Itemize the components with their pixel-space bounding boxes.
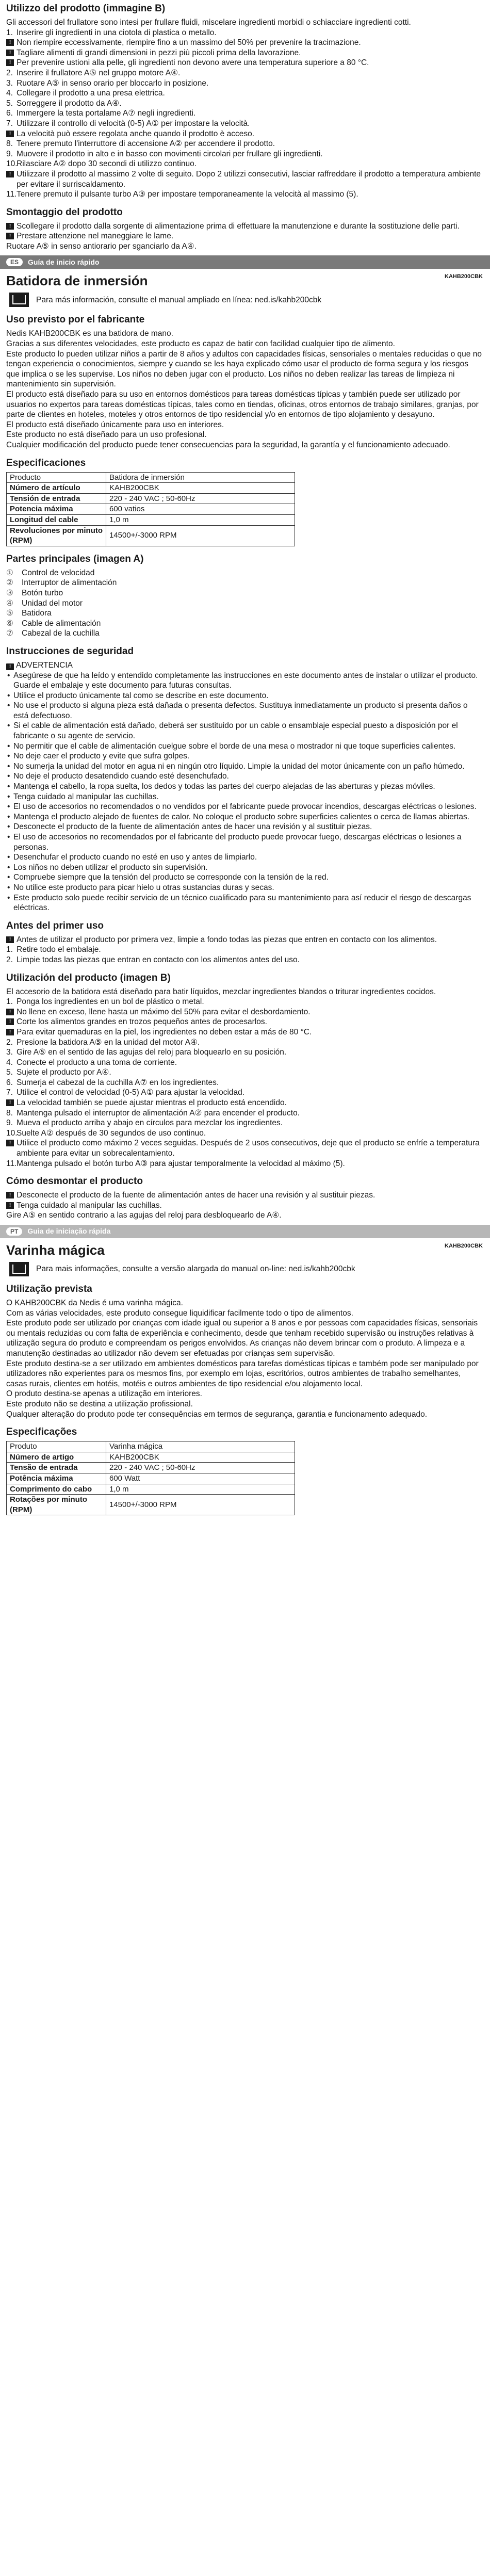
safety-text: No deje el producto desatendido cuando esté desenchufado. — [13, 772, 229, 781]
spec-key: Revoluciones por minuto (RPM) — [7, 525, 106, 546]
bullet: • — [7, 812, 10, 821]
step-item — [6, 48, 483, 58]
spec-key: Comprimento do cabo — [7, 1484, 106, 1495]
bullet: • — [7, 782, 10, 791]
bullet: • — [7, 873, 10, 882]
step-item — [6, 99, 483, 109]
step-number: 1. — [6, 28, 13, 37]
safety-text: El uso de accesorios no recomendados o no vendidos por el fabricante puede provocar incendios, descargas eléctricas o lesiones. — [13, 802, 477, 812]
step-item — [6, 1088, 483, 1098]
warning-icon: ! — [6, 1140, 14, 1146]
es-intended-use-heading: Uso previsto por el fabricante — [6, 314, 145, 326]
spec-key: Producto — [7, 472, 106, 483]
spec-value: 600 Watt — [106, 1473, 295, 1484]
spec-value: KAHB200CBK — [106, 483, 295, 494]
es-usage-heading: Utilización del producto (imagen B) — [6, 972, 171, 983]
step-item — [6, 1027, 483, 1038]
step-text: Rilasciare A② dopo 30 secondi di utilizzo continuo. — [17, 159, 197, 169]
part-label: Control de velocidad — [22, 568, 95, 577]
safety-item — [6, 671, 483, 691]
step-item — [6, 78, 483, 89]
bullet: • — [7, 772, 10, 781]
safety-text: Asegúrese de que ha leído y entendido completamente las instrucciones en este documento antes de instalar o utilizar el producto. Guarde el embalaje y este documento para futuras consultas. — [13, 671, 478, 690]
step-text: No llene en exceso, llene hasta un máximo del 50% para evitar el desbordamiento. — [17, 1007, 311, 1016]
step-number: 8. — [6, 139, 13, 149]
spec-key: Número de artículo — [7, 483, 106, 494]
part-label: Unidad del motor — [22, 598, 83, 608]
step-text: Tagliare alimenti di grandi dimensioni in pezzi più piccoli prima della lavorazione. — [17, 48, 301, 57]
pt-product-name: Varinha mágica — [6, 1242, 105, 1258]
step-text: La velocidad también se puede ajustar mientras el producto está encendido. — [17, 1098, 287, 1108]
warning-icon: ! — [6, 663, 14, 670]
spec-row — [7, 472, 295, 483]
step-text: Scollegare il prodotto dalla sorgente di alimentazione prima di effettuare la manutenzione e durante la sostituzione delle parti. — [17, 221, 460, 231]
safety-text: No deje caer el producto y evite que sufra golpes. — [13, 752, 190, 761]
pt-intended-use-text — [6, 1298, 483, 1419]
safety-item — [6, 893, 483, 913]
step-number: 7. — [6, 119, 13, 128]
part-item — [6, 598, 483, 609]
warning-icon: ! — [6, 1029, 14, 1035]
step-text: Inserire il frullatore A⑤ nel gruppo motore A④. — [17, 68, 181, 77]
step-item — [6, 1098, 483, 1108]
safety-item — [6, 832, 483, 852]
safety-text: Compruebe siempre que la tensión del producto se corresponde con la tensión de la red. — [13, 873, 329, 882]
warning-icon: ! — [6, 1202, 14, 1209]
step-text: Gire A⑤ en el sentido de las agujas del reloj para bloquearlo en su posición. — [17, 1048, 287, 1057]
warning-icon: ! — [6, 1009, 14, 1015]
pt-language-code: PT — [6, 1227, 22, 1236]
safety-item — [6, 762, 483, 772]
spec-key: Potencia máxima — [7, 504, 106, 515]
es-safety-list — [6, 671, 483, 913]
spec-value: 1,0 m — [106, 1484, 295, 1495]
bullet: • — [7, 752, 10, 761]
step-text: Ponga los ingredientes en un bol de plástico o metal. — [17, 997, 204, 1007]
es-safety-warning — [6, 660, 483, 671]
spec-row — [7, 514, 295, 525]
spec-value: Batidora de inmersión — [106, 472, 295, 483]
paragraph: Gracias a sus diferentes velocidades, este producto es capaz de batir con facilidad cualquier tipo de alimento. — [6, 339, 395, 349]
step-number: 9. — [6, 149, 13, 158]
step-item — [6, 935, 483, 945]
es-safety-heading: Instrucciones de seguridad — [6, 645, 134, 657]
it-usage-heading: Utilizzo del prodotto (immagine B) — [6, 3, 166, 14]
paragraph: Nedis KAHB200CBK es una batidora de mano. — [6, 329, 173, 338]
spec-row — [7, 1463, 295, 1473]
step-number: 10. — [6, 1128, 18, 1138]
step-item — [6, 1108, 483, 1119]
step-number: 2. — [6, 68, 13, 77]
paragraph: El producto está diseñado para su uso en entornos domésticos para tareas domésticas típicas y también puede ser utilizado por usuarios no expertos para tareas domésticas típicas, tales como en tiendas, oficinas, otros entornos de trabajo similares, granjas, por parte de clientes en hoteles, moteles y otros entornos de tipo residencial y/o en entornos de tipo alojamiento y desayuno. — [6, 390, 479, 419]
spec-row — [7, 1473, 295, 1484]
bullet: • — [7, 792, 10, 801]
safety-item — [6, 863, 483, 873]
step-item — [6, 1038, 483, 1048]
step-number: 7. — [6, 1088, 13, 1097]
spec-value: 220 - 240 VAC ; 50-60Hz — [106, 1463, 295, 1473]
paragraph: Este produto destina-se a ser utilizado em ambientes domésticos para tarefas domésticas típicas e também pode ser manipulado por utilizadores não experientes para os mesmos fins, por exemplo em lojas, escritórios, outros ambientes de trabalho semelhantes, casas rurais, clientes em hotéis, motéis e outros ambientes de tipo residencial e/ou alojamento local. — [6, 1359, 479, 1388]
step-text: Collegare il prodotto a una presa elettrica. — [17, 89, 165, 98]
paragraph: O produto destina-se apenas a utilização em interiores. — [6, 1389, 202, 1399]
part-number: ② — [6, 578, 13, 588]
spec-row — [7, 504, 295, 515]
es-usage-intro: El accesorio de la batidora está diseñado para batir líquidos, mezclar ingredientes blandos o triturar ingredientes cocidos. — [6, 987, 436, 996]
safety-text: Utilice el producto únicamente tal como se describe en este documento. — [13, 691, 269, 700]
bullet: • — [7, 701, 10, 710]
step-item — [6, 38, 483, 48]
step-text: Mantenga pulsado el interruptor de alimentación A② para encender el producto. — [17, 1108, 300, 1117]
step-item — [6, 169, 483, 189]
step-text: Utilice el producto como máximo 2 veces seguidas. Después de 2 usos consecutivos, deje que el producto se enfríe a temperatura ambiente para evitar un sobrecalentamiento. — [17, 1139, 480, 1158]
step-item — [6, 1017, 483, 1027]
bullet: • — [7, 822, 10, 832]
step-item — [6, 1210, 483, 1221]
safety-text: Tenga cuidado al manipular las cuchillas. — [13, 792, 159, 801]
step-text: Prestare attenzione nel maneggiare le lame. — [17, 232, 174, 241]
step-text: Conecte el producto a una toma de corriente. — [17, 1058, 177, 1067]
step-number: 1. — [6, 945, 13, 954]
paragraph: O KAHB200CBK da Nedis é uma varinha mágica. — [6, 1299, 183, 1307]
manual-book-icon — [9, 1262, 29, 1276]
es-warning-label: ADVERTENCIA — [16, 660, 73, 670]
part-item — [6, 608, 483, 619]
paragraph: El producto está diseñado únicamente para uso en interiores. — [6, 420, 224, 429]
step-item — [6, 139, 483, 149]
bullet: • — [7, 863, 10, 872]
safety-item — [6, 812, 483, 822]
step-text: Non riempire eccessivamente, riempire fino a un massimo del 50% per prevenire la tracimazione. — [17, 38, 361, 47]
step-item — [6, 1067, 483, 1078]
step-item — [6, 945, 483, 955]
spec-row — [7, 1484, 295, 1495]
step-item — [6, 1201, 483, 1211]
warning-icon: ! — [6, 50, 14, 56]
es-language-code: ES — [6, 258, 23, 266]
step-item — [6, 119, 483, 129]
step-item — [6, 1118, 483, 1128]
es-before-steps — [6, 935, 483, 965]
warning-icon: ! — [6, 1192, 14, 1198]
step-text: Mantenga pulsado el botón turbo A③ para ajustar temporalmente la velocidad al máximo (5). — [17, 1159, 345, 1168]
bullet: • — [7, 853, 10, 862]
spec-value: 1,0 m — [106, 514, 295, 525]
step-number: 1. — [6, 997, 13, 1007]
it-usage-intro: Gli accessori del frullatore sono intesi per frullare fluidi, miscelare ingredienti morbidi o schiacciare ingredienti cotti. — [6, 18, 411, 27]
safety-text: No sumerja la unidad del motor en agua ni en ningún otro líquido. Limpie la unidad del motor únicamente con un paño húmedo. — [13, 762, 465, 771]
part-label: Interruptor de alimentación — [22, 578, 117, 588]
es-product-title — [6, 273, 483, 288]
step-text: Tenere premuto il pulsante turbo A③ per impostare temporaneamente la velocità al massimo (5). — [17, 190, 358, 199]
spec-key: Produto — [7, 1441, 106, 1452]
part-number: ① — [6, 568, 13, 577]
spec-value: 600 vatios — [106, 504, 295, 515]
safety-item — [6, 883, 483, 893]
es-intended-use-text — [6, 329, 483, 450]
spec-key: Tensión de entrada — [7, 493, 106, 504]
es-spec-table — [6, 472, 295, 546]
spec-key: Longitud del cable — [7, 514, 106, 525]
spec-key: Tensão de entrada — [7, 1463, 106, 1473]
safety-text: No permitir que el cable de alimentación cuelgue sobre el borde de una mesa o mostrador ni que toque superficies calientes. — [13, 741, 456, 751]
part-number: ⑦ — [6, 629, 13, 638]
part-label: Batidora — [22, 609, 52, 618]
paragraph: Com as várias velocidades, este produto consegue liquidificar facilmente todo o tipo de alimentos. — [6, 1308, 353, 1318]
safety-text: Desenchufar el producto cuando no esté en uso y antes de limpiarlo. — [13, 853, 257, 862]
paragraph: Este produto não se destina a utilização profissional. — [6, 1399, 193, 1408]
step-number: 3. — [6, 1048, 13, 1057]
step-number: 8. — [6, 1108, 13, 1117]
step-item — [6, 1058, 483, 1068]
part-label: Botón turbo — [22, 588, 63, 597]
step-text: Utilizzare il controllo di velocità (0-5) A① per impostare la velocità. — [17, 119, 250, 128]
bullet: • — [7, 691, 10, 700]
safety-text: Los niños no deben utilizar el producto sin supervisión. — [13, 863, 208, 872]
spec-row — [7, 493, 295, 504]
step-item — [6, 149, 483, 159]
warning-icon: ! — [6, 131, 14, 137]
it-disassemble-steps — [6, 221, 483, 252]
step-number: 5. — [6, 99, 13, 108]
es-product-name: Batidora de inmersión — [6, 273, 148, 289]
step-number: 2. — [6, 1038, 13, 1047]
es-manual-note — [6, 293, 483, 307]
step-number: 4. — [6, 1058, 13, 1067]
step-number: 11. — [6, 1159, 17, 1168]
bullet: • — [7, 671, 10, 680]
paragraph: Este producto lo pueden utilizar niños a partir de 8 años y adultos con capacidades físicas, sensoriales o mentales reducidas o que no tengan experiencia o conocimientos, siempre y cuando se les haya explicado cómo usar el producto de forma segura y los riesgos que implica o se les supervise. Los niños no deben jugar con el producto. Los niños no deben realizar las tareas de limpieza ni mantenimiento sin supervisión. — [6, 349, 482, 389]
step-item — [6, 58, 483, 68]
step-item — [6, 129, 483, 139]
safety-item — [6, 802, 483, 812]
safety-item — [6, 771, 483, 782]
pt-article-code: KAHB200CBK — [445, 1243, 483, 1249]
part-number: ③ — [6, 588, 13, 597]
step-item — [6, 241, 483, 252]
step-text: Immergere la testa portalame A⑦ negli ingredienti. — [17, 109, 196, 118]
part-item — [6, 619, 483, 629]
step-text: Corte los alimentos grandes en trozos pequeños antes de procesarlos. — [17, 1017, 267, 1027]
paragraph: Cualquier modificación del producto puede tener consecuencias para la seguridad, la garantía y el funcionamiento adecuado. — [6, 441, 450, 449]
step-text: Ruotare A⑤ in senso antiorario per sganciarlo da A④. — [6, 241, 197, 251]
step-number: 2. — [6, 955, 13, 964]
warning-icon: ! — [6, 936, 14, 943]
spec-key: Rotações por minuto (RPM) — [7, 1495, 106, 1515]
es-parts-heading: Partes principales (imagen A) — [6, 553, 144, 564]
part-label: Cabezal de la cuchilla — [22, 629, 100, 638]
safety-text: Si el cable de alimentación está dañado, deberá ser sustituido por un cable o ensamblaje especial puesto a disposición por el fabricante o su agente de servicio. — [13, 721, 458, 741]
step-item — [6, 221, 483, 232]
step-item — [6, 231, 483, 241]
step-item — [6, 189, 483, 200]
part-item — [6, 628, 483, 639]
step-item — [6, 1138, 483, 1158]
spec-value: 14500+/-3000 RPM — [106, 525, 295, 546]
step-text: Sumerja el cabezal de la cuchilla A⑦ en los ingredientes. — [17, 1078, 219, 1087]
spec-value: 220 - 240 VAC ; 50-60Hz — [106, 493, 295, 504]
es-disassemble-heading: Cómo desmontar el producto — [6, 1176, 143, 1187]
spec-key: Potência máxima — [7, 1473, 106, 1484]
it-disassemble-heading: Smontaggio del prodotto — [6, 206, 123, 218]
es-article-code: KAHB200CBK — [445, 273, 483, 280]
pt-spec-table — [6, 1441, 295, 1515]
bullet: • — [7, 802, 10, 812]
bullet: • — [7, 741, 10, 751]
part-number: ④ — [6, 598, 13, 608]
safety-item — [6, 701, 483, 721]
safety-item — [6, 822, 483, 832]
spec-value: Varinha mágica — [106, 1441, 295, 1452]
step-item — [6, 1007, 483, 1017]
es-guide-title: Guía de inicio rápido — [28, 257, 100, 266]
es-before-heading: Antes del primer uso — [6, 920, 104, 931]
warning-icon: ! — [6, 39, 14, 46]
step-item — [6, 88, 483, 99]
step-item — [6, 1190, 483, 1201]
spec-row — [7, 525, 295, 546]
step-number: 6. — [6, 1078, 13, 1087]
es-manual-text: Para más información, consulte el manual ampliado en línea: ned.is/kahb200cbk — [36, 295, 322, 304]
es-disassemble-steps — [6, 1190, 483, 1221]
es-usage-steps — [6, 997, 483, 1169]
safety-item — [6, 792, 483, 802]
step-text: Per prevenire ustioni alla pelle, gli ingredienti non devono avere una temperatura superiore a 80 °C. — [17, 58, 369, 68]
pt-section-banner — [0, 1225, 490, 1238]
step-number: 3. — [6, 78, 13, 88]
part-item — [6, 578, 483, 588]
part-item — [6, 588, 483, 598]
step-item — [6, 955, 483, 965]
spec-value: KAHB200CBK — [106, 1452, 295, 1463]
spec-value: 14500+/-3000 RPM — [106, 1495, 295, 1515]
pt-product-title — [6, 1242, 483, 1258]
pt-manual-text: Para mais informações, consulte a versão alargada do manual on-line: ned.is/kahb200cbk — [36, 1265, 355, 1274]
part-number: ⑤ — [6, 609, 13, 618]
it-usage-steps — [6, 28, 483, 200]
bullet: • — [7, 883, 10, 892]
pt-intended-use-heading: Utilização prevista — [6, 1284, 92, 1294]
step-text: Ruotare A⑤ in senso orario per bloccarlo in posizione. — [17, 78, 209, 88]
spec-row — [7, 1452, 295, 1463]
safety-item — [6, 741, 483, 752]
step-text: Sujete el producto por A④. — [17, 1068, 111, 1077]
step-text: Utilice el control de velocidad (0-5) A① para ajustar la velocidad. — [17, 1088, 245, 1097]
step-item — [6, 997, 483, 1007]
pt-manual-note — [6, 1262, 483, 1276]
part-label: Cable de alimentación — [22, 619, 101, 628]
safety-text: Este producto solo puede recibir servicio de un técnico cualificado para su mantenimiento para así reducir el riesgo de descargas eléctricas. — [13, 893, 471, 913]
paragraph: Este producto no está diseñado para un uso profesional. — [6, 430, 207, 440]
bullet: • — [7, 762, 10, 771]
warning-icon: ! — [6, 233, 14, 239]
warning-icon: ! — [6, 1018, 14, 1025]
step-text: Retire todo el embalaje. — [17, 945, 101, 954]
step-text: Utilizzare il prodotto al massimo 2 volte di seguito. Dopo 2 utilizzi consecutivi, lasciar raffreddare il prodotto a temperatura ambiente per evitare il surriscaldamento. — [17, 169, 481, 189]
step-number: 10. — [6, 159, 18, 169]
safety-text: Desconecte el producto de la fuente de alimentación antes de hacer una revisión y al sustituir piezas. — [13, 822, 372, 832]
safety-item — [6, 782, 483, 792]
pt-spec-heading: Especificações — [6, 1427, 77, 1438]
step-text: Sorreggere il prodotto da A④. — [17, 99, 122, 108]
warning-icon: ! — [6, 1099, 14, 1106]
bullet: • — [7, 721, 10, 731]
safety-text: Mantenga el producto alejado de fuentes de calor. No coloque el producto sobre superficies calientes o cerca de llamas abiertas. — [13, 812, 470, 821]
step-text: Presione la batidora A⑤ en la unidad del motor A④. — [17, 1038, 200, 1047]
step-text: Mueva el producto arriba y abajo en círculos para mezclar los ingredientes. — [17, 1119, 283, 1128]
bullet: • — [7, 833, 10, 841]
step-item — [6, 1078, 483, 1088]
step-item — [6, 28, 483, 38]
step-number: 5. — [6, 1068, 13, 1077]
safety-item — [6, 691, 483, 701]
es-parts-list — [6, 568, 483, 639]
safety-item — [6, 852, 483, 863]
part-number: ⑥ — [6, 619, 13, 628]
step-text: La velocità può essere regolata anche quando il prodotto è acceso. — [17, 129, 255, 138]
step-number: 11. — [6, 190, 17, 199]
es-spec-heading: Especificaciones — [6, 457, 86, 468]
safety-item — [6, 751, 483, 762]
step-text: Suelte A② después de 30 segundos de uso continuo. — [17, 1128, 206, 1138]
warning-icon: ! — [6, 59, 14, 66]
safety-text: No utilice este producto para picar hielo u otras sustancias duras y secas. — [13, 883, 274, 892]
spec-row — [7, 1441, 295, 1452]
step-text: Tenga cuidado al manipular las cuchillas. — [17, 1201, 162, 1210]
safety-text: Mantenga el cabello, la ropa suelta, los dedos y todas las partes del cuerpo alejadas de las aberturas y piezas móviles. — [13, 782, 435, 791]
safety-item — [6, 872, 483, 883]
paragraph: Este produto pode ser utilizado por crianças com idade igual ou superior a 8 anos e por pessoas com capacidades físicas, sensoriais ou mentais reduzidas ou com falta de experiência e conhecimento, desde que tenham recebido supervisão ou instruções relativas à utilização segura do produto e compreendam os perigos envolvidos. As crianças não devem brincar com o produto. A limpeza e a manutenção destinadas ao utilizador não devem ser efetuadas por crianças sem supervisão. — [6, 1319, 478, 1358]
step-text: Para evitar quemaduras en la piel, los ingredientes no deben estar a más de 80 °C. — [17, 1027, 312, 1036]
step-text: Gire A⑤ en sentido contrario a las agujas del reloj para desbloquearlo de A④. — [6, 1211, 282, 1220]
step-number: 6. — [6, 109, 13, 118]
step-text: Antes de utilizar el producto por primera vez, limpie a fondo todas las piezas que entren en contacto con los alimentos. — [17, 935, 437, 944]
spec-key: Número de artigo — [7, 1452, 106, 1463]
step-text: Inserire gli ingredienti in una ciotola di plastica o metallo. — [17, 28, 217, 37]
part-item — [6, 568, 483, 578]
step-text: Desconecte el producto de la fuente de alimentación antes de hacer una revisión y al sustituir piezas. — [17, 1191, 375, 1200]
safety-text: El uso de accesorios no recomendados por el fabricante del producto puede provocar fuego, descargas eléctricas o lesiones a personas. — [13, 833, 462, 852]
step-item — [6, 1159, 483, 1169]
step-number: 4. — [6, 89, 13, 98]
step-text: Tenere premuto l'interruttore di accensione A② per accendere il prodotto. — [17, 139, 275, 149]
paragraph: Qualquer alteração do produto pode ter consequências em termos de segurança, garantia e funcionamento adequado. — [6, 1409, 428, 1419]
warning-icon: ! — [6, 223, 14, 230]
step-item — [6, 108, 483, 119]
step-number: 9. — [6, 1119, 13, 1128]
step-item — [6, 1047, 483, 1058]
spec-row — [7, 1495, 295, 1515]
step-text: Limpie todas las piezas que entran en contacto con los alimentos antes del uso. — [17, 955, 300, 964]
pt-guide-title: Guia de iniciação rápida — [27, 1227, 111, 1236]
safety-item — [6, 721, 483, 741]
step-item — [6, 1128, 483, 1139]
step-item — [6, 68, 483, 78]
es-section-banner — [0, 255, 490, 269]
bullet: • — [7, 893, 10, 902]
step-text: Muovere il prodotto in alto e in basso con movimenti circolari per frullare gli ingredienti. — [17, 149, 323, 158]
spec-row — [7, 483, 295, 494]
manual-book-icon — [9, 293, 29, 307]
safety-text: No use el producto si alguna pieza está dañada o presenta defectos. Sustituya inmediatamente un producto si presenta daños o está defectuoso. — [13, 701, 468, 720]
warning-icon: ! — [6, 171, 14, 177]
step-item — [6, 159, 483, 169]
